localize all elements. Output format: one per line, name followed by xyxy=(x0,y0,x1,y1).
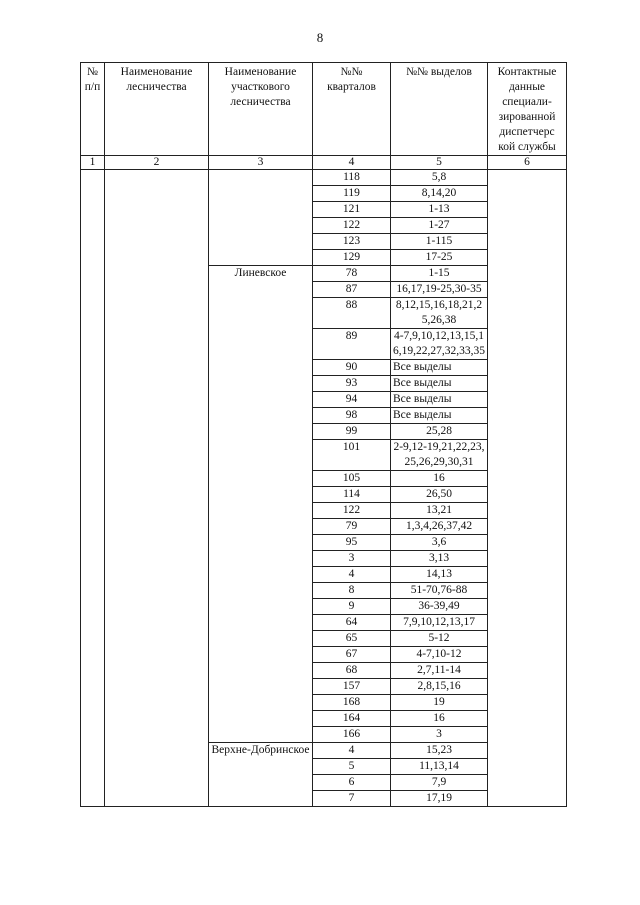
quarter-number: 98 xyxy=(313,408,391,424)
quarter-number: 164 xyxy=(313,711,391,727)
quarter-number: 93 xyxy=(313,376,391,392)
plot-numbers: Все выделы xyxy=(391,408,488,424)
quarter-number: 5 xyxy=(313,759,391,775)
plot-numbers: 5,8 xyxy=(391,170,488,186)
plot-numbers: 1,3,4,26,37,42 xyxy=(391,519,488,535)
plot-numbers: 4-7,9,10,12,13,15,16,19,22,27,32,33,35 xyxy=(391,329,488,360)
quarter-number: 122 xyxy=(313,218,391,234)
quarter-number: 78 xyxy=(313,266,391,282)
plot-numbers: Все выделы xyxy=(391,360,488,376)
col-number-3: 3 xyxy=(209,156,313,170)
quarter-number: 87 xyxy=(313,282,391,298)
plot-numbers: 4-7,10-12 xyxy=(391,647,488,663)
quarter-number: 157 xyxy=(313,679,391,695)
plot-numbers: 5-12 xyxy=(391,631,488,647)
quarter-number: 105 xyxy=(313,471,391,487)
table-header-row xyxy=(81,63,567,156)
table-row xyxy=(81,170,567,186)
plot-numbers: 15,23 xyxy=(391,743,488,759)
plot-numbers: 17,19 xyxy=(391,791,488,807)
plot-numbers: 3 xyxy=(391,727,488,743)
plot-numbers: 1-13 xyxy=(391,202,488,218)
quarter-number: 9 xyxy=(313,599,391,615)
table-body xyxy=(81,170,567,807)
plot-numbers: 7,9 xyxy=(391,775,488,791)
plot-numbers: 8,12,15,16,18,21,25,26,38 xyxy=(391,298,488,329)
district-cell xyxy=(209,170,313,266)
plot-numbers: 1-27 xyxy=(391,218,488,234)
plot-numbers: 2,8,15,16 xyxy=(391,679,488,695)
quarter-number: 67 xyxy=(313,647,391,663)
quarter-number: 90 xyxy=(313,360,391,376)
plot-numbers: 26,50 xyxy=(391,487,488,503)
quarter-number: 122 xyxy=(313,503,391,519)
quarter-number: 94 xyxy=(313,392,391,408)
district-cell: Верхне-Добринское xyxy=(209,743,313,807)
plot-numbers: 19 xyxy=(391,695,488,711)
quarter-number: 95 xyxy=(313,535,391,551)
quarter-number: 89 xyxy=(313,329,391,360)
plot-numbers: Все выделы xyxy=(391,376,488,392)
plot-numbers: 1-15 xyxy=(391,266,488,282)
col-number-1: 1 xyxy=(81,156,105,170)
plot-numbers: 1-115 xyxy=(391,234,488,250)
district-cell: Линевское xyxy=(209,266,313,743)
header-quarters: №№ кварталов xyxy=(313,63,391,156)
plot-numbers: Все выделы xyxy=(391,392,488,408)
quarter-number: 4 xyxy=(313,743,391,759)
col-number-5: 5 xyxy=(391,156,488,170)
plot-numbers: 51-70,76-88 xyxy=(391,583,488,599)
plot-numbers: 2,7,11-14 xyxy=(391,663,488,679)
plot-numbers: 16,17,19-25,30-35 xyxy=(391,282,488,298)
forestry-cell xyxy=(105,170,209,807)
col-number-6: 6 xyxy=(488,156,567,170)
quarter-number: 129 xyxy=(313,250,391,266)
plot-numbers: 16 xyxy=(391,471,488,487)
header-plots: №№ выделов xyxy=(391,63,488,156)
plot-numbers: 7,9,10,12,13,17 xyxy=(391,615,488,631)
quarter-number: 8 xyxy=(313,583,391,599)
quarter-number: 88 xyxy=(313,298,391,329)
plot-numbers: 36-39,49 xyxy=(391,599,488,615)
quarter-number: 166 xyxy=(313,727,391,743)
quarter-number: 4 xyxy=(313,567,391,583)
column-number-row xyxy=(81,156,567,170)
header-contacts: Контактные данные специали-зированной диспетчерс кой службы xyxy=(488,63,567,156)
quarter-number: 7 xyxy=(313,791,391,807)
quarter-number: 101 xyxy=(313,440,391,471)
quarter-number: 121 xyxy=(313,202,391,218)
quarter-number: 118 xyxy=(313,170,391,186)
quarter-number: 168 xyxy=(313,695,391,711)
plot-numbers: 11,13,14 xyxy=(391,759,488,775)
quarter-number: 65 xyxy=(313,631,391,647)
page-number: 8 xyxy=(316,30,324,45)
quarter-number: 114 xyxy=(313,487,391,503)
forest-quarters-table xyxy=(80,62,567,807)
quarter-number: 68 xyxy=(313,663,391,679)
quarter-number: 123 xyxy=(313,234,391,250)
plot-numbers: 13,21 xyxy=(391,503,488,519)
quarter-number: 64 xyxy=(313,615,391,631)
plot-numbers: 14,13 xyxy=(391,567,488,583)
header-forestry: Наименование лесничества xyxy=(105,63,209,156)
header-district: Наименование участкового лесничества xyxy=(209,63,313,156)
header-number: № п/п xyxy=(81,63,105,156)
quarter-number: 3 xyxy=(313,551,391,567)
plot-numbers: 8,14,20 xyxy=(391,186,488,202)
quarter-number: 99 xyxy=(313,424,391,440)
plot-numbers: 25,28 xyxy=(391,424,488,440)
quarter-number: 79 xyxy=(313,519,391,535)
col-number-4: 4 xyxy=(313,156,391,170)
number-cell xyxy=(81,170,105,807)
contacts-cell xyxy=(488,170,567,807)
quarter-number: 119 xyxy=(313,186,391,202)
plot-numbers: 3,13 xyxy=(391,551,488,567)
col-number-2: 2 xyxy=(105,156,209,170)
plot-numbers: 16 xyxy=(391,711,488,727)
quarter-number: 6 xyxy=(313,775,391,791)
plot-numbers: 2-9,12-19,21,22,23,25,26,29,30,31 xyxy=(391,440,488,471)
plot-numbers: 17-25 xyxy=(391,250,488,266)
plot-numbers: 3,6 xyxy=(391,535,488,551)
